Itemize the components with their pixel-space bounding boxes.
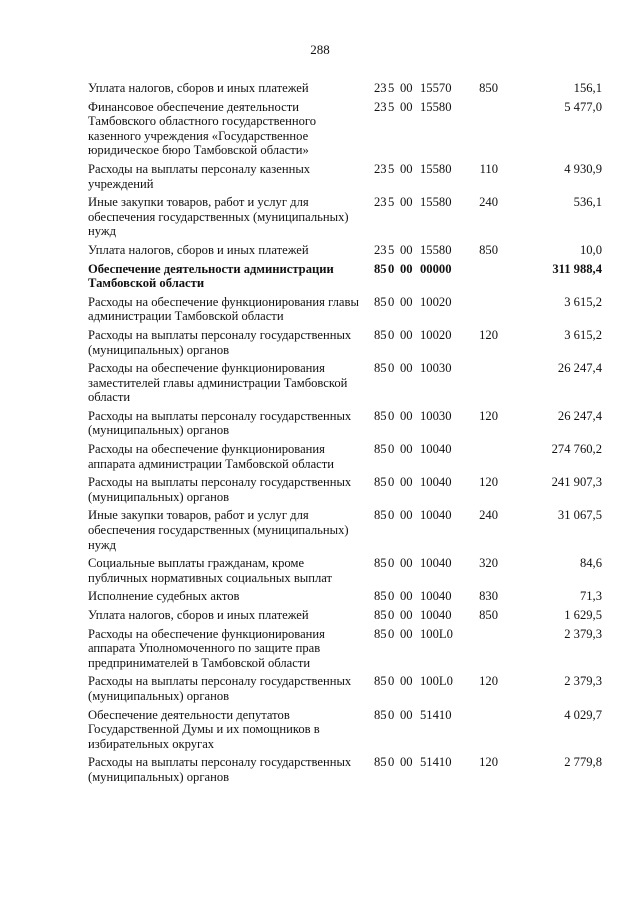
code-direction: 10030	[420, 361, 452, 376]
table-row	[88, 508, 602, 552]
code-main-event: 00	[400, 475, 413, 490]
code-direction: 51410	[420, 755, 452, 770]
code-direction: 15580	[420, 195, 452, 210]
table-row	[88, 556, 602, 585]
code-program: 85	[374, 707, 387, 722]
code-expense-type: 110	[479, 161, 498, 176]
code-expense-type: 120	[479, 755, 498, 770]
row-amount: 536,1	[573, 195, 602, 210]
code-direction: 10040	[420, 589, 452, 604]
code-main-event: 00	[400, 294, 413, 309]
table-row	[88, 361, 602, 405]
code-main-event: 00	[400, 99, 413, 114]
code-program: 85	[374, 261, 387, 276]
code-subprogram: 0	[388, 327, 395, 342]
code-program: 23	[374, 81, 387, 95]
code-main-event: 00	[400, 161, 413, 176]
row-name: Расходы на выплаты персоналу государственных (муниципальных) органов	[88, 475, 352, 504]
row-name: Расходы на выплаты персоналу государственных (муниципальных) органов	[88, 408, 352, 438]
code-direction: 10040	[420, 475, 452, 490]
code-program: 85	[374, 475, 387, 490]
code-main-event: 00	[400, 626, 413, 641]
row-name: Уплата налогов, сборов и иных платежей	[88, 242, 309, 257]
row-name: Расходы на обеспечение функционирования главы администрации Тамбовской области	[88, 294, 359, 324]
row-name: Расходы на выплаты персоналу государственных (муниципальных) органов	[88, 755, 352, 784]
code-subprogram: 0	[388, 674, 395, 689]
code-program: 23	[374, 99, 387, 114]
table-row	[88, 295, 602, 324]
row-name: Обеспечение деятельности депутатов Государственной Думы и их помощников в избирательных округах	[88, 707, 320, 751]
code-subprogram: 0	[388, 608, 395, 622]
page-number: 288	[310, 42, 330, 57]
code-program: 85	[374, 361, 387, 376]
row-name: Финансовое обеспечение деятельности Тамбовского областного государственного казенного учреждения «Государственное юридическое бюро Тамбовской области»	[88, 99, 317, 158]
row-name: Расходы на выплаты персоналу государственных (муниципальных) органов	[88, 327, 352, 357]
code-program: 85	[374, 626, 387, 641]
row-amount: 311 988,4	[552, 261, 602, 276]
code-subprogram: 0	[388, 626, 395, 641]
code-program: 85	[374, 755, 387, 770]
code-main-event: 00	[400, 81, 413, 95]
code-main-event: 00	[400, 408, 413, 423]
code-program: 23	[374, 195, 387, 210]
row-amount: 26 247,4	[557, 408, 602, 423]
code-direction: 100L0	[420, 626, 453, 641]
table-row	[88, 81, 602, 96]
code-direction: 10030	[420, 408, 452, 423]
row-amount: 1 629,5	[564, 608, 602, 622]
code-direction: 10040	[420, 442, 452, 457]
budget-table	[88, 81, 602, 785]
code-main-event: 00	[400, 707, 413, 722]
row-amount: 4 930,9	[564, 161, 602, 176]
table-row	[88, 442, 602, 471]
row-amount: 5 477,0	[564, 99, 602, 114]
code-main-event: 00	[400, 327, 413, 342]
code-direction: 10040	[420, 508, 452, 523]
table-row	[88, 195, 602, 239]
code-expense-type: 120	[479, 327, 498, 342]
code-program: 85	[374, 674, 387, 689]
code-subprogram: 0	[388, 475, 395, 490]
table-row	[88, 243, 602, 258]
code-subprogram: 0	[388, 361, 395, 376]
row-amount: 31 067,5	[557, 508, 602, 523]
code-direction: 10040	[420, 608, 452, 622]
row-amount: 4 029,7	[564, 707, 602, 722]
code-program: 85	[374, 608, 387, 622]
row-amount: 71,3	[579, 589, 602, 604]
row-amount: 26 247,4	[557, 361, 602, 376]
row-amount: 84,6	[579, 556, 602, 571]
code-program: 85	[374, 442, 387, 457]
code-direction: 10040	[420, 556, 452, 571]
code-program: 23	[374, 161, 387, 176]
row-name: Расходы на обеспечение функционирования заместителей главы администрации Тамбовской области	[88, 361, 348, 405]
row-name: Расходы на выплаты персоналу казенных учреждений	[88, 161, 311, 191]
row-amount: 156,1	[573, 81, 602, 95]
code-main-event: 00	[400, 261, 413, 276]
row-name: Иные закупки товаров, работ и услуг для обеспечения государственных (муниципальных) нужд	[88, 195, 349, 239]
table-row	[88, 100, 602, 158]
code-subprogram: 0	[388, 508, 395, 523]
code-main-event: 00	[400, 242, 413, 257]
code-direction: 15570	[420, 81, 452, 95]
code-subprogram: 5	[388, 242, 395, 257]
code-direction: 51410	[420, 707, 452, 722]
code-subprogram: 0	[388, 408, 395, 423]
code-main-event: 00	[400, 674, 413, 689]
code-expense-type: 830	[479, 589, 498, 604]
code-expense-type: 850	[479, 608, 498, 622]
row-name: Расходы на обеспечение функционирования аппарата администрации Тамбовской области	[88, 442, 335, 471]
code-main-event: 00	[400, 442, 413, 457]
code-subprogram: 5	[388, 99, 395, 114]
table-row	[88, 162, 602, 191]
code-subprogram: 0	[388, 707, 395, 722]
row-name: Расходы на обеспечение функционирования аппарата Уполномоченного по защите прав предпринимателей в Тамбовской области	[88, 626, 325, 670]
code-direction: 15580	[420, 161, 452, 176]
code-expense-type: 850	[479, 242, 498, 257]
code-program: 85	[374, 294, 387, 309]
table-row	[88, 262, 602, 291]
row-amount: 3 615,2	[564, 294, 602, 309]
row-name: Иные закупки товаров, работ и услуг для обеспечения государственных (муниципальных) нужд	[88, 508, 349, 552]
row-name: Исполнение судебных актов	[88, 589, 240, 604]
code-main-event: 00	[400, 589, 413, 604]
row-amount: 2 379,3	[564, 674, 602, 689]
code-expense-type: 240	[479, 195, 498, 210]
table-row	[88, 475, 602, 504]
code-expense-type: 240	[479, 508, 498, 523]
code-subprogram: 5	[388, 195, 395, 210]
code-direction: 10020	[420, 327, 452, 342]
table-row	[88, 409, 602, 438]
code-subprogram: 0	[388, 556, 395, 571]
code-expense-type: 120	[479, 475, 498, 490]
code-program: 85	[374, 589, 387, 604]
code-expense-type: 120	[479, 674, 498, 689]
code-program: 23	[374, 242, 387, 257]
code-direction: 15580	[420, 99, 452, 114]
table-row	[88, 708, 602, 752]
code-expense-type: 850	[479, 81, 498, 95]
code-main-event: 00	[400, 556, 413, 571]
code-main-event: 00	[400, 508, 413, 523]
table-row	[88, 755, 602, 784]
code-subprogram: 0	[388, 261, 395, 276]
code-program: 85	[374, 508, 387, 523]
code-main-event: 00	[400, 361, 413, 376]
row-name: Обеспечение деятельности администрации Тамбовской области	[88, 261, 334, 291]
table-row	[88, 608, 602, 623]
code-subprogram: 0	[388, 589, 395, 604]
code-subprogram: 5	[388, 161, 395, 176]
code-program: 85	[374, 556, 387, 571]
code-direction: 10020	[420, 294, 452, 309]
code-program: 85	[374, 408, 387, 423]
table-row	[88, 589, 602, 604]
row-name: Расходы на выплаты персоналу государственных (муниципальных) органов	[88, 674, 352, 703]
row-name: Социальные выплаты гражданам, кроме публичных нормативных социальных выплат	[88, 556, 333, 585]
code-subprogram: 0	[388, 442, 395, 457]
code-program: 85	[374, 327, 387, 342]
row-amount: 3 615,2	[564, 327, 602, 342]
code-expense-type: 120	[479, 408, 498, 423]
code-direction: 100L0	[420, 674, 453, 689]
row-name: Уплата налогов, сборов и иных платежей	[88, 608, 309, 622]
code-direction: 00000	[420, 261, 452, 276]
code-subprogram: 0	[388, 294, 395, 309]
code-main-event: 00	[400, 195, 413, 210]
row-amount: 241 907,3	[551, 475, 602, 490]
row-name: Уплата налогов, сборов и иных платежей	[88, 81, 309, 95]
table-row	[88, 328, 602, 357]
row-amount: 2 379,3	[564, 626, 602, 641]
table-row	[88, 627, 602, 671]
row-amount: 2 779,8	[564, 755, 602, 770]
row-amount: 10,0	[579, 242, 602, 257]
code-main-event: 00	[400, 608, 413, 622]
code-expense-type: 320	[479, 556, 498, 571]
table-row	[88, 674, 602, 703]
code-main-event: 00	[400, 755, 413, 770]
row-amount: 274 760,2	[551, 442, 602, 457]
code-direction: 15580	[420, 242, 452, 257]
code-subprogram: 5	[388, 81, 395, 95]
code-subprogram: 0	[388, 755, 395, 770]
